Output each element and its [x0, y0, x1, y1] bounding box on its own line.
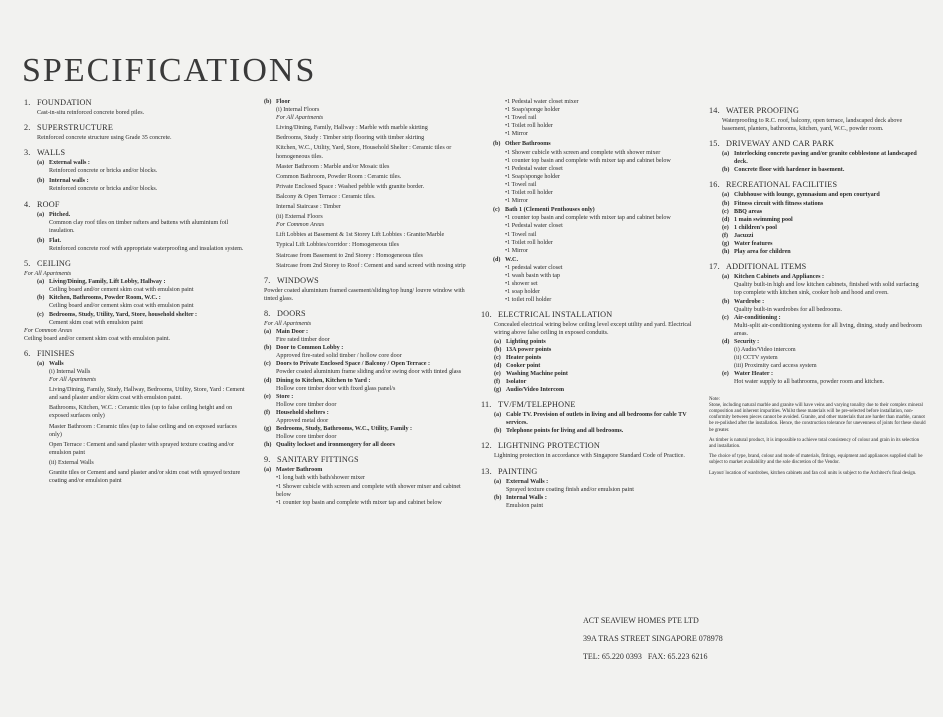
list-item: • 1 Towel rail	[505, 114, 693, 122]
door-item: (c) Doors to Private Enclosed Space / Balcony / Open Terrace : Powder coated aluminium frame sliding and/or swing door with tinted glass	[264, 361, 462, 376]
section-floor: (b) Floor (i) Internal Floors For All Apartments Living/Dining, Family, Hallway : Marble with marble skirting Bedrooms, Study : Timber strip flooring with timber skirting Kitchen, W.C., Utility, Yard, Store, Household Shelter : Ceramic tiles or homogeneous tiles. Master Bathroom : Marble and/or Mosaic tiles Common Bathroom, Powder Room : Ceramic tiles. Private Enclosed Space : Washed pebble with granite border. Balcony & Open Terrace : Ceramic tiles. Internal Staircase : Timber (ii) External Floors For Common Areas Lift Lobbies at Basement & 1st Storey Lift Lobbies : Granite/Marble Typical Lift Lobbies/corridor : Homogeneous tiles Staircase from Basement to 2nd Storey : Homogeneous tiles Staircase from 2nd Storey to Roof : Cement and sand screed with nosing strip	[264, 99, 466, 269]
section-superstructure: 2. SUPERSTRUCTURE Reinforced concrete structure using Grade 35 concrete.	[24, 123, 172, 142]
list-item: • 1 Pedestal water closet mixer	[505, 98, 693, 106]
list-item: • 1 Toilet roll holder	[505, 239, 693, 247]
list-item: • 1 counter top basin and complete with mixer tap and cabinet below	[276, 499, 476, 507]
section-foundation: 1. FOUNDATION Cast-in-situ reinforced concrete bored piles.	[24, 98, 145, 116]
list-item: • 1 Toilet roll holder	[505, 122, 693, 130]
list-item: • 1 Mirror	[505, 247, 693, 255]
door-item: (g) Bedrooms, Study, Bathrooms, W.C., Utility, Family : Hollow core timber door	[264, 426, 413, 441]
section-roof: 4. ROOF (a) Pitched. Common clay roof tiles on timber rafters and battens with aluminium foil insulation. (b) Flat. Reinforced concrete roof with appropriate waterproofing and insulation system.	[24, 199, 244, 252]
section-heading: LIGHTNING PROTECTION	[498, 441, 601, 451]
list-item: • 1 Shower cubicle with screen and complete with shower mixer	[505, 149, 693, 157]
door-item: (f) Household shelters : Approved metal door	[264, 409, 329, 424]
page-title: SPECIFICATIONS	[22, 52, 317, 89]
section-additional: 17. ADDITIONAL ITEMS (a) Kitchen Cabinets and Appliances : Quality built-in high and low kitchen cabinets, finished with solid surfacing top complete with kitchen sink, cooker hob and hood and oven. (b) Wardrobe : Quality built-in wardrobes for all bedrooms. (c) Air-conditioning : Multi-split air-conditioning systems for all living, dining, study and bedroom areas. (d) Security : (i) Audio/Video intercom (ii) CCTV system (iii) Proximity card access system (e) Water Heater : Hot water supply to all bathrooms, powder room and kitchen.	[709, 262, 922, 386]
section-sanitary: 9. SANITARY FITTINGS (a) Master Bathroom • 1 long bath with bath/shower mixer • 1 Shower cubicle with screen and complete with shower mixer and cabinet below • 1 counter top basin and complete with mixer tap and cabinet below	[264, 455, 476, 506]
section-heading: DRIVEWAY AND CAR PARK	[726, 139, 835, 149]
section-heading: ELECTRICAL INSTALLATION	[498, 310, 613, 320]
door-item: (b) Door to Common Lobby : Approved fire-rated solid timber / hollow core door	[264, 345, 402, 360]
list-item: • 1 Soap/sponge holder	[505, 173, 693, 181]
door-item: (e) Store : Hollow core timber door	[264, 393, 337, 408]
section-heading: FINISHES	[37, 348, 75, 358]
list-item: • 1 counter top basin and complete with mixer tap and cabinet below	[505, 157, 693, 165]
section-windows: 7. WINDOWS Powder coated aluminium framed casement/sliding/top hung/ louvre window with tinted glass.	[264, 275, 465, 302]
list-item: • 1 Shower cubicle with screen and complete with shower mixer and cabinet below	[276, 483, 476, 499]
door-item: (d) Dining to Kitchen, Kitchen to Yard : Hollow core timber door with fixed glass panel/s	[264, 377, 396, 392]
company-address: 39A TRAS STREET SINGAPORE 078978	[583, 634, 723, 643]
section-waterproofing: 14. WATER PROOFING Waterproofing to R.C. roof, balcony, open terrace, landscaped deck above basement, planters, bathrooms, kitchen, yard, W.C., powder room.	[709, 106, 903, 133]
section-heading: ADDITIONAL ITEMS	[726, 262, 807, 272]
section-painting: 13. PAINTING (a) External Walls : Sprayed texture coating finish and/or emulsion paint (b) Internal Walls : Emulsion paint	[481, 466, 634, 509]
section-heading: SUPERSTRUCTURE	[37, 123, 114, 133]
list-item: • 1 Towel rail	[505, 181, 693, 189]
section-heading: FOUNDATION	[37, 98, 92, 107]
list-item: • 1 Soap/sponge holder	[505, 106, 693, 114]
contact-block	[583, 616, 723, 670]
column-3: • 1 Pedestal water closet mixer • 1 Soap/sponge holder • 1 Towel rail • 1 Toilet roll holder • 1 Mirror (b) Other Bathrooms • 1 Shower cubicle with screen and complete with shower mixer • 1 counter top basin and complete with mixer tap and cabinet below • 1 Pedestal water closet • 1 Soap/sponge holder • 1 Towel rail • 1 Toilet roll holder • 1 Mirror (c) Bath 1 (Clementi Penthouses only) • 1 counter top basin and complete with mixer tap and cabinet below • 1 Pedestal water closet • 1 Towel rail • 1 Toilet roll holder • 1 Mirror (d) W.C. • 1 pedestal water closet • 1 wash basin with tap • 1 shower set • 1 soap holder • 1 toilet roll holder 10. ELECTRICAL INSTALLATION Concealed electrical wiring below ceiling level except utility and yard. Electrical wiring above false ceiling in exposed conduits. (a) Lighting points (b) 13A power points (c) Heater points (d) Cooker point (e) Washing Machine point (f) Isolator (g) Audio/Video Intercom 11. TV/FM/TELEPHONE (a) Cable TV. Provision of outlets in living and all bedrooms for cable TV services. (b) Telephone points for living and all bedrooms. 12. LIGHTNING PROTECTION Lightning protection in accordance with Singapore Standard Code of Practice. 13. PAINTING (a) External Walls : Sprayed texture coating finish and/or emulsion paint (b) Internal Walls : Emulsion paint	[481, 98, 693, 516]
section-lightning: 12. LIGHTNING PROTECTION Lightning protection in accordance with Singapore Standard Code of Practice.	[481, 441, 685, 460]
list-item: • 1 Mirror	[505, 197, 693, 205]
sanitary-continued	[481, 98, 693, 138]
section-finishes: 6. FINISHES (a) Walls (i) Internal Walls For All Apartments Living/Dining, Family, Study, Hallway, Bedrooms, Utility, Store, Yard : Cement and sand plaster and/or skim coat with emulsion paint. Bathrooms, Kitchen, W.C. : Ceramic tiles (up to false ceiling height and on exposed surfaces only) Master Bathroom : Ceramic tiles (up to false ceiling and on exposed surfaces only) Open Terrace : Cement and sand plaster with sprayed texture coating and/or emulsion paint (ii) External Walls Granite tiles or Cement and sand plaster and/or skim coat with sprayed texture coating and/or emulsion paint	[24, 348, 245, 485]
list-item: • 1 Toilet roll holder	[505, 189, 693, 197]
section-heading: WATER PROOFING	[726, 106, 800, 115]
column-4	[709, 106, 927, 481]
section-driveway: 15. DRIVEWAY AND CAR PARK (a) Interlocking concrete paving and/or granite cobblestone at landscaped deck. (b) Concrete floor with hardener in basement.	[709, 139, 917, 174]
section-heading: RECREATIONAL FACILITIES	[726, 180, 838, 190]
list-item: • 1 Mirror	[505, 130, 693, 138]
section-heading: DOORS	[277, 308, 306, 318]
section-heading: WINDOWS	[277, 275, 319, 285]
notes-block: Note: Stone, including natural marble and granite will have veins and varying tonality due to their complex mineral composition and inherent impurities. Whilst these materials will be pre-selected before installation, non-conformity between pieces cannot be avoided. Granite, and other materials that are harder than marble, cannot be re-polished after the installation. Hence, the construction tolerance for unevenness of joints for these should be greater. As timber is natural product, it is impossible to achieve total consistency of colour and grain in its selection and installation. The choice of type, brand, colour and mode of materials, fittings, equipment and appliances supplied shall be subject to market availability and the sole discretion of the Vendor. Layout/ location of wardrobes, kitchen cabinets and fan coil units is subject to the Architect's final design.	[709, 396, 926, 476]
section-heading: TV/FM/TELEPHONE	[498, 400, 576, 410]
list-item: • 1 soap holder	[505, 288, 693, 296]
list-item: • 1 long bath with bath/shower mixer	[276, 474, 476, 482]
list-item: • 1 toilet roll holder	[505, 296, 693, 304]
list-item: • 1 Pedestal water closet	[505, 165, 693, 173]
column-2	[264, 98, 476, 513]
list-item: • 1 pedestal water closet	[505, 264, 693, 272]
section-tv: 11. TV/FM/TELEPHONE (a) Cable TV. Provision of outlets in living and all bedrooms for cable TV services. (b) Telephone points for living and all bedrooms.	[481, 400, 687, 435]
section-heading: WALLS	[37, 148, 66, 158]
list-item: • 1 Towel rail	[505, 231, 693, 239]
door-item: (h) Quality lockset and ironmongery for all doors	[264, 442, 395, 449]
section-ceiling: 5. CEILING For All Apartments (a) Living/Dining, Family, Lift Lobby, Hallway : Ceiling board and/or cement skim coat with emulsion paint (b) Kitchen, Bathrooms, Powder Room, W.C. : Ceiling board and/or cement skim coat with emulsion paint (c) Bedrooms, Study, Utility, Yard, Store, household shelter : Cement skim coat with emulsion paint For Common Areas Ceiling board and/or cement skim coat with emulsion paint.	[24, 259, 198, 342]
section-heading: CEILING	[37, 259, 72, 269]
section-walls: 3. WALLS (a) External walls : Reinforced concrete or bricks and/or blocks. (b) Internal walls : Reinforced concrete or bricks and/or blocks.	[24, 148, 158, 193]
list-item: • 1 counter top basin and complete with mixer tap and cabinet below	[505, 214, 693, 222]
company-name: ACT SEAVIEW HOMES PTE LTD	[583, 616, 699, 625]
section-electrical: 10. ELECTRICAL INSTALLATION Concealed electrical wiring below ceiling level except utility and yard. Electrical wiring above false ceiling in exposed conduits. (a) Lighting points (b) 13A power points (c) Heater points (d) Cooker point (e) Washing Machine point (f) Isolator (g) Audio/Video Intercom	[481, 310, 692, 394]
door-item: (a) Main Door : Fire rated timber door	[264, 328, 330, 344]
section-heading: SANITARY FITTINGS	[277, 455, 359, 465]
company-phone: TEL: 65.220 0393 FAX: 65.223 6216	[583, 652, 708, 661]
column-1	[24, 98, 246, 491]
section-recreational: 16. RECREATIONAL FACILITIES (a) Clubhouse with lounge, gymnasium and open courtyard (b) Fitness circuit with fitness stations (c) BBQ areas (d) 1 main swimming pool (e) 1 children's pool (f) Jacuzzi (g) Water features (h) Play area for children	[709, 180, 880, 256]
list-item: • 1 shower set	[505, 280, 693, 288]
section-doors: 8. DOORS For All Apartments (a) Main Door : Fire rated timber door (b) Door to Common Lobby : Approved fire-rated solid timber / hollow core door (c) Doors to Private Enclosed Space / Balcony / Open Terrace : Powder coated aluminium frame sliding and/or swing door with tinted glass (d) Dining to Kitchen, Kitchen to Yard : Hollow core timber door with fixed glass panel/s (e) Store : Hollow core timber door (f) Household shelters : Approved metal door (g) Bedrooms, Study, Bathrooms, W.C., Utility, Family : Hollow core timber door (h) Quality lockset and ironmongery for all doors	[264, 309, 476, 450]
list-item: • 1 Pedestal water closet	[505, 222, 693, 230]
section-heading: PAINTING	[498, 466, 538, 476]
list-item: • 1 wash basin with tap	[505, 272, 693, 280]
section-heading: ROOF	[37, 199, 60, 209]
